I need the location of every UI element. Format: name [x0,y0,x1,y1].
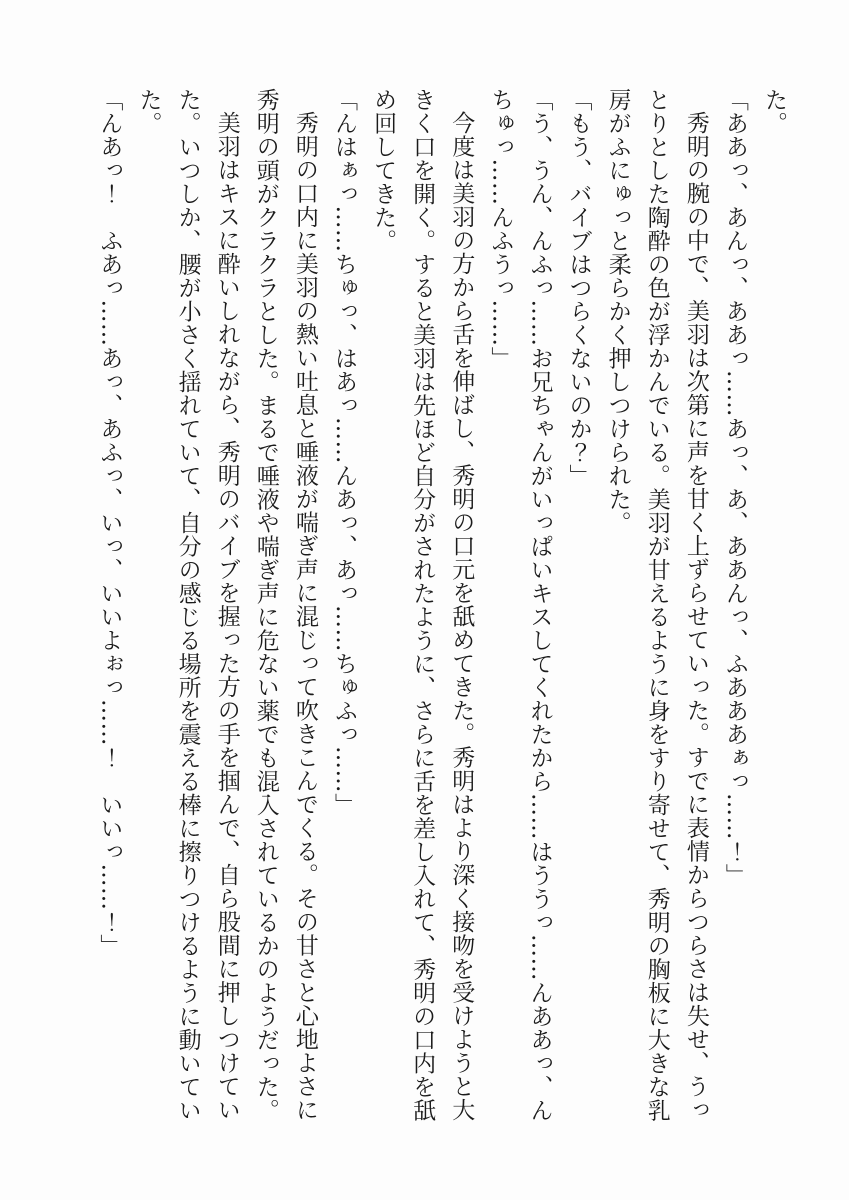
text-line: た。 [761,88,787,135]
text-line: め回してきた。 [370,88,397,253]
text-line: 「もう、バイブはつらくないのか？」 [565,88,592,488]
text-line: 「んあっ！ ふあっ……あっ、あふっ、いっ、いいよぉっ……！ いいっ……！」 [96,88,123,958]
text-line: 「う、うん、んふっ……お兄ちゃんがいっぱいキスしてくれたから……はううっ……んああっ、ん [526,88,553,1122]
text-line: とりとした陶酔の色が浮かんでいる。美羽が甘えるように身をすり寄せて、秀明の胸板に大きな乳 [643,88,670,1122]
text-line: 秀明の口内に美羽の熱い吐息と唾液が喘ぎ声に混じって吹きこんでくる。その甘さと心地よさに [291,111,318,1122]
vertical-text-block [89,88,793,1133]
text-line: た。いつしか、腰が小さく揺れていて、自分の感じる場所を震える棒に擦りつけるように動いてい [174,88,201,1122]
text-line: た。 [135,88,162,135]
text-line: 「んはぁっ……ちゅっ、はあっ……んあっ、あっ……ちゅふっ……」 [330,88,357,817]
text-line: 「ああっ、あんっ、ああっ……あっ、あ、ああんっ、ふあああぁっ……！」 [721,88,748,887]
text-line: 美羽はキスに酔いしれながら、秀明のバイブを握った方の手を掴んで、自ら股間に押しつけてい [213,111,240,1122]
text-line: 今度は美羽の方から舌を伸ばし、秀明の口元を舐めてきた。秀明はより深く接吻を受けようと大 [448,111,475,1122]
text-line: きく口を開く。すると美羽は先ほど自分がされたように、さらに舌を差し入れて、秀明の口内を舐 [409,88,436,1122]
text-line: 秀明の腕の中で、美羽は次第に声を甘く上ずらせていった。すでに表情からつらさは失せ、うっ [682,111,709,1122]
text-line: ちゅっ……んふうっ……」 [487,88,514,370]
text-line: 秀明の頭がクラクラとした。まるで唾液や喘ぎ声に危ない薬でも混入されているかのようだった。 [252,88,279,1122]
text-line: 房がふにゅっと柔らかく押しつけられた。 [604,88,631,535]
